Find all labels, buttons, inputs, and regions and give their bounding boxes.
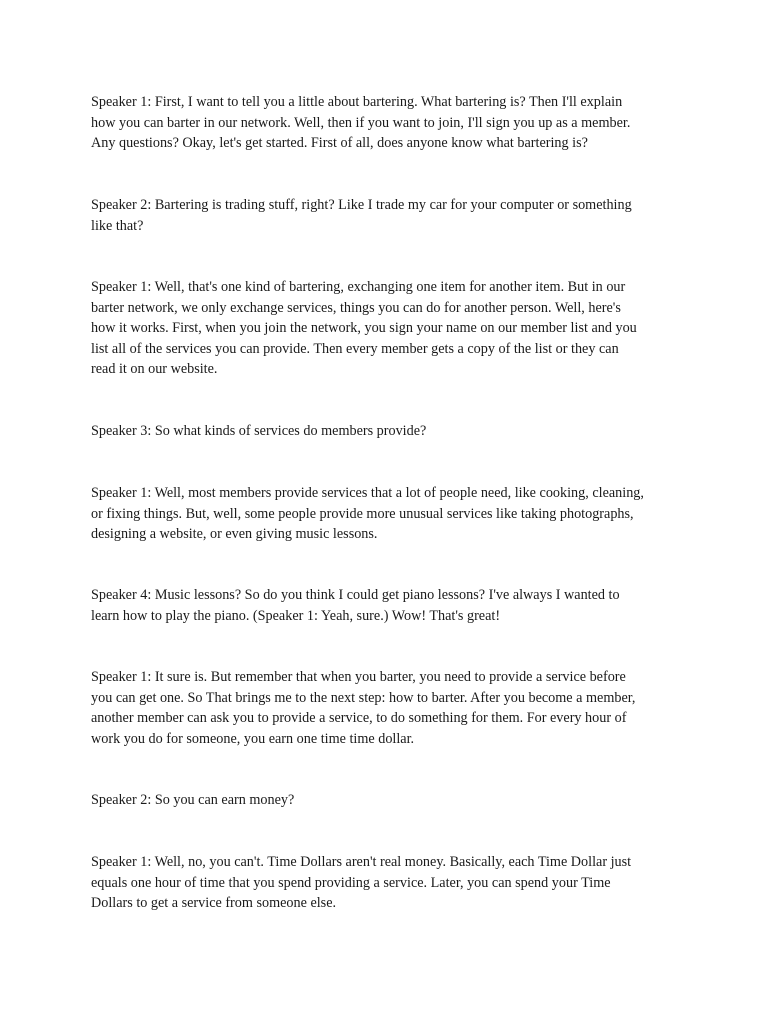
- text-line: equals one hour of time that you spend providing a service. Later, you can spend your Time: [91, 874, 611, 891]
- paragraph-speaker-1-network: [91, 277, 691, 380]
- text-line: like that?: [91, 217, 144, 234]
- text-line: Dollars to get a service from someone else.: [91, 895, 337, 912]
- paragraph-speaker-1-barter-steps: [91, 667, 691, 749]
- text-line: read it on our website.: [91, 361, 218, 378]
- text-line: Speaker 1: It sure is. But remember that when you barter, you need to provide a service before: [91, 669, 626, 685]
- text-line: or fixing things. But, well, some people provide more unusual services like taking photographs,: [91, 505, 634, 522]
- text-line: Speaker 4: Music lessons? So do you think I could get piano lessons? I've always I wanted to: [91, 587, 620, 603]
- text-line: another member can ask you to provide a service, to do something for them. For every hour of: [91, 710, 627, 727]
- paragraph-speaker-3-services: [91, 421, 691, 442]
- paragraph-speaker-2-money: [91, 790, 691, 811]
- text-line: how it works. First, when you join the network, you sign your name on our member list and you: [91, 320, 637, 337]
- paragraph-speaker-1-time-dollars: [91, 852, 691, 914]
- text-line: how you can barter in our network. Well, then if you want to join, I'll sign you up as a member.: [91, 114, 631, 131]
- text-line: list all of the services you can provide. Then every member gets a copy of the list or they can: [91, 340, 619, 357]
- paragraph-speaker-4-music: [91, 585, 691, 626]
- text-line: Speaker 1: First, I want to tell you a little about bartering. What bartering is? Then I'll explain: [91, 94, 623, 110]
- text-line: Speaker 2: Bartering is trading stuff, right? Like I trade my car for your computer or something: [91, 197, 632, 213]
- text-line: work you do for someone, you earn one time time dollar.: [91, 730, 415, 747]
- text-line: designing a website, or even giving music lessons.: [91, 526, 378, 543]
- text-line: Speaker 3: So what kinds of services do members provide?: [91, 423, 427, 439]
- text-line: barter network, we only exchange services, things you can do for another person. Well, here's: [91, 299, 621, 316]
- text-line: Speaker 1: Well, that's one kind of bartering, exchanging one item for another item. But in our: [91, 279, 626, 295]
- text-line: Speaker 1: Well, most members provide services that a lot of people need, like cooking, cleaning,: [91, 485, 644, 501]
- text-line: Speaker 1: Well, no, you can't. Time Dollars aren't real money. Basically, each Time Dollar just: [91, 854, 632, 870]
- text-line: you can get one. So That brings me to the next step: how to barter. After you become a member,: [91, 689, 636, 706]
- paragraph-speaker-1-intro: [91, 92, 691, 154]
- text-line: Speaker 2: So you can earn money?: [91, 792, 295, 808]
- text-line: learn how to play the piano. (Speaker 1: Yeah, sure.) Wow! That's great!: [91, 607, 501, 624]
- paragraph-speaker-1-services: [91, 483, 691, 545]
- text-line: Any questions? Okay, let's get started. First of all, does anyone know what bartering is?: [91, 135, 588, 152]
- paragraph-speaker-2-bartering: [91, 195, 691, 236]
